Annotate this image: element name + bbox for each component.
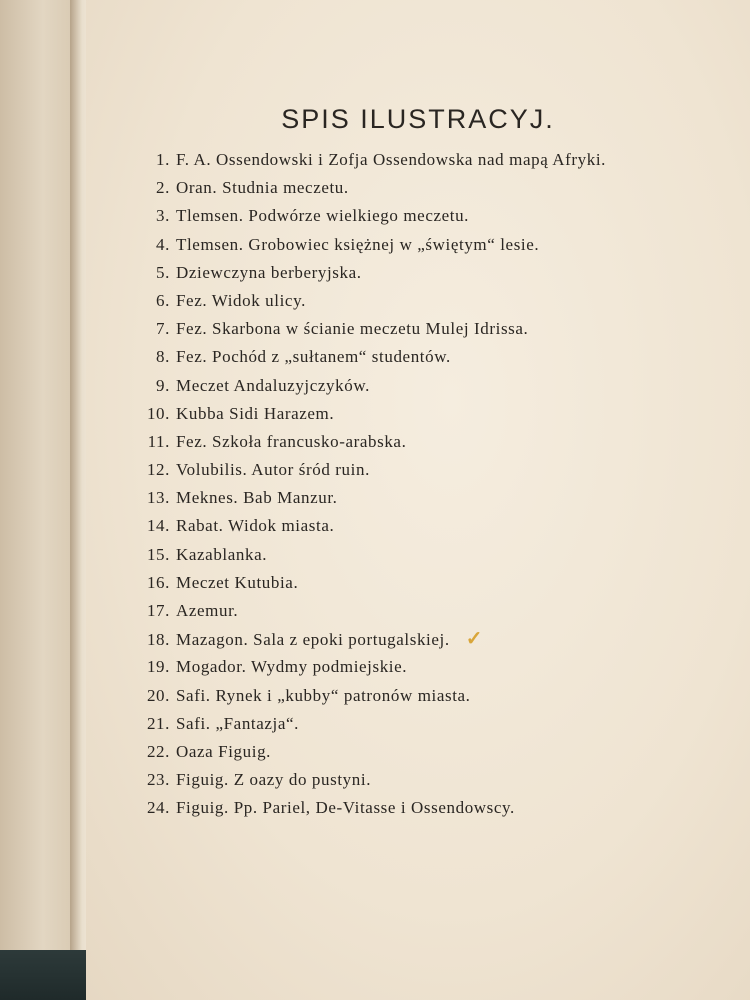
- item-number: 23.: [146, 770, 170, 790]
- item-caption: Fez. Widok ulicy.: [176, 290, 306, 310]
- item-caption: Safi. Rynek i „kubby“ patronów miasta.: [176, 685, 471, 705]
- item-number: 7.: [156, 319, 170, 339]
- list-item: [106, 259, 606, 287]
- item-caption: Meczet Andaluzyjczyków.: [176, 375, 370, 395]
- item-number: 19.: [146, 657, 170, 677]
- item-caption: Mogador. Wydmy podmiejskie.: [176, 657, 408, 677]
- list-item: [106, 569, 606, 597]
- item-caption: Tlemsen. Grobowiec księżnej w „świętym“ lesie.: [176, 234, 540, 254]
- item-caption: Azemur.: [176, 601, 239, 620]
- item-caption: Fez. Szkoła francusko-arabska.: [176, 431, 407, 451]
- item-number: 24.: [146, 798, 170, 818]
- list-item: [106, 202, 606, 230]
- book-cover-corner: [0, 950, 90, 1000]
- list-item: [106, 653, 606, 681]
- list-item: [106, 456, 606, 484]
- item-number: 16.: [146, 572, 170, 592]
- list-item: [106, 315, 606, 343]
- item-caption: Meknes. Bab Manzur.: [176, 488, 338, 508]
- item-caption: F. A. Ossendowski i Zofja Ossendowska nad mapą Afryki.: [176, 150, 607, 169]
- list-item: [106, 484, 606, 512]
- item-number: 8.: [156, 347, 170, 367]
- list-item: [106, 541, 606, 569]
- item-number: 21.: [146, 713, 170, 733]
- facing-page: [0, 0, 78, 1000]
- list-item: [106, 372, 606, 400]
- item-number: 11.: [147, 431, 170, 451]
- item-number: 9.: [156, 375, 170, 395]
- item-number: 15.: [146, 544, 170, 564]
- item-caption: Kubba Sidi Harazem.: [176, 403, 335, 423]
- list-item: [106, 428, 606, 456]
- item-caption: Oaza Figuig.: [176, 741, 272, 761]
- list-item: [106, 682, 606, 710]
- item-number: 12.: [146, 460, 170, 480]
- list-item: [106, 625, 606, 653]
- item-number: 3.: [156, 206, 170, 226]
- item-number: 17.: [146, 601, 170, 620]
- item-caption: Oran. Studnia meczetu.: [176, 178, 349, 198]
- item-number: 2.: [156, 178, 170, 198]
- item-number: 6.: [156, 290, 170, 310]
- item-number: 18.: [146, 630, 170, 650]
- item-caption: Meczet Kutubia.: [176, 572, 299, 592]
- item-caption: Figuig. Z oazy do pustyni.: [176, 770, 372, 790]
- illustration-list: [106, 146, 606, 823]
- item-caption: Mazagon. Sala z epoki portugalskiej.: [176, 630, 450, 650]
- item-caption: Kazablanka.: [176, 544, 268, 564]
- list-item: [106, 738, 606, 766]
- item-number: 10.: [146, 403, 170, 423]
- item-caption: Safi. „Fantazja“.: [176, 713, 300, 733]
- item-number: 20.: [146, 685, 170, 705]
- list-item: [106, 146, 606, 174]
- list-item: [106, 343, 606, 371]
- item-caption: Volubilis. Autor śród ruin.: [176, 460, 370, 480]
- list-item: [106, 174, 606, 202]
- book-page: [86, 0, 750, 1000]
- list-item: [106, 710, 606, 738]
- page-title: SPIS ILUSTRACYJ.: [281, 104, 555, 135]
- item-caption: Tlemsen. Podwórze wielkiego meczetu.: [176, 206, 470, 226]
- list-item: [106, 766, 606, 794]
- item-number: 13.: [146, 488, 170, 508]
- item-number: 14.: [146, 516, 170, 536]
- list-item: [106, 400, 606, 428]
- item-number: 22.: [146, 741, 170, 761]
- item-number: 1.: [156, 150, 170, 169]
- item-caption: Figuig. Pp. Pariel, De-Vitasse i Ossendowscy.: [176, 798, 515, 818]
- list-item: [106, 231, 606, 259]
- checkmark-icon: ✓: [465, 628, 484, 651]
- list-item: [106, 512, 606, 540]
- list-item: [106, 287, 606, 315]
- item-caption: Dziewczyna berberyjska.: [176, 262, 362, 282]
- list-item: [106, 794, 606, 822]
- item-caption: Fez. Skarbona w ścianie meczetu Mulej Idrissa.: [176, 319, 529, 339]
- item-caption: Rabat. Widok miasta.: [176, 516, 335, 536]
- item-number: 5.: [156, 262, 170, 282]
- list-item: [106, 597, 606, 625]
- item-number: 4.: [156, 234, 170, 254]
- item-caption: Fez. Pochód z „sułtanem“ studentów.: [176, 347, 451, 367]
